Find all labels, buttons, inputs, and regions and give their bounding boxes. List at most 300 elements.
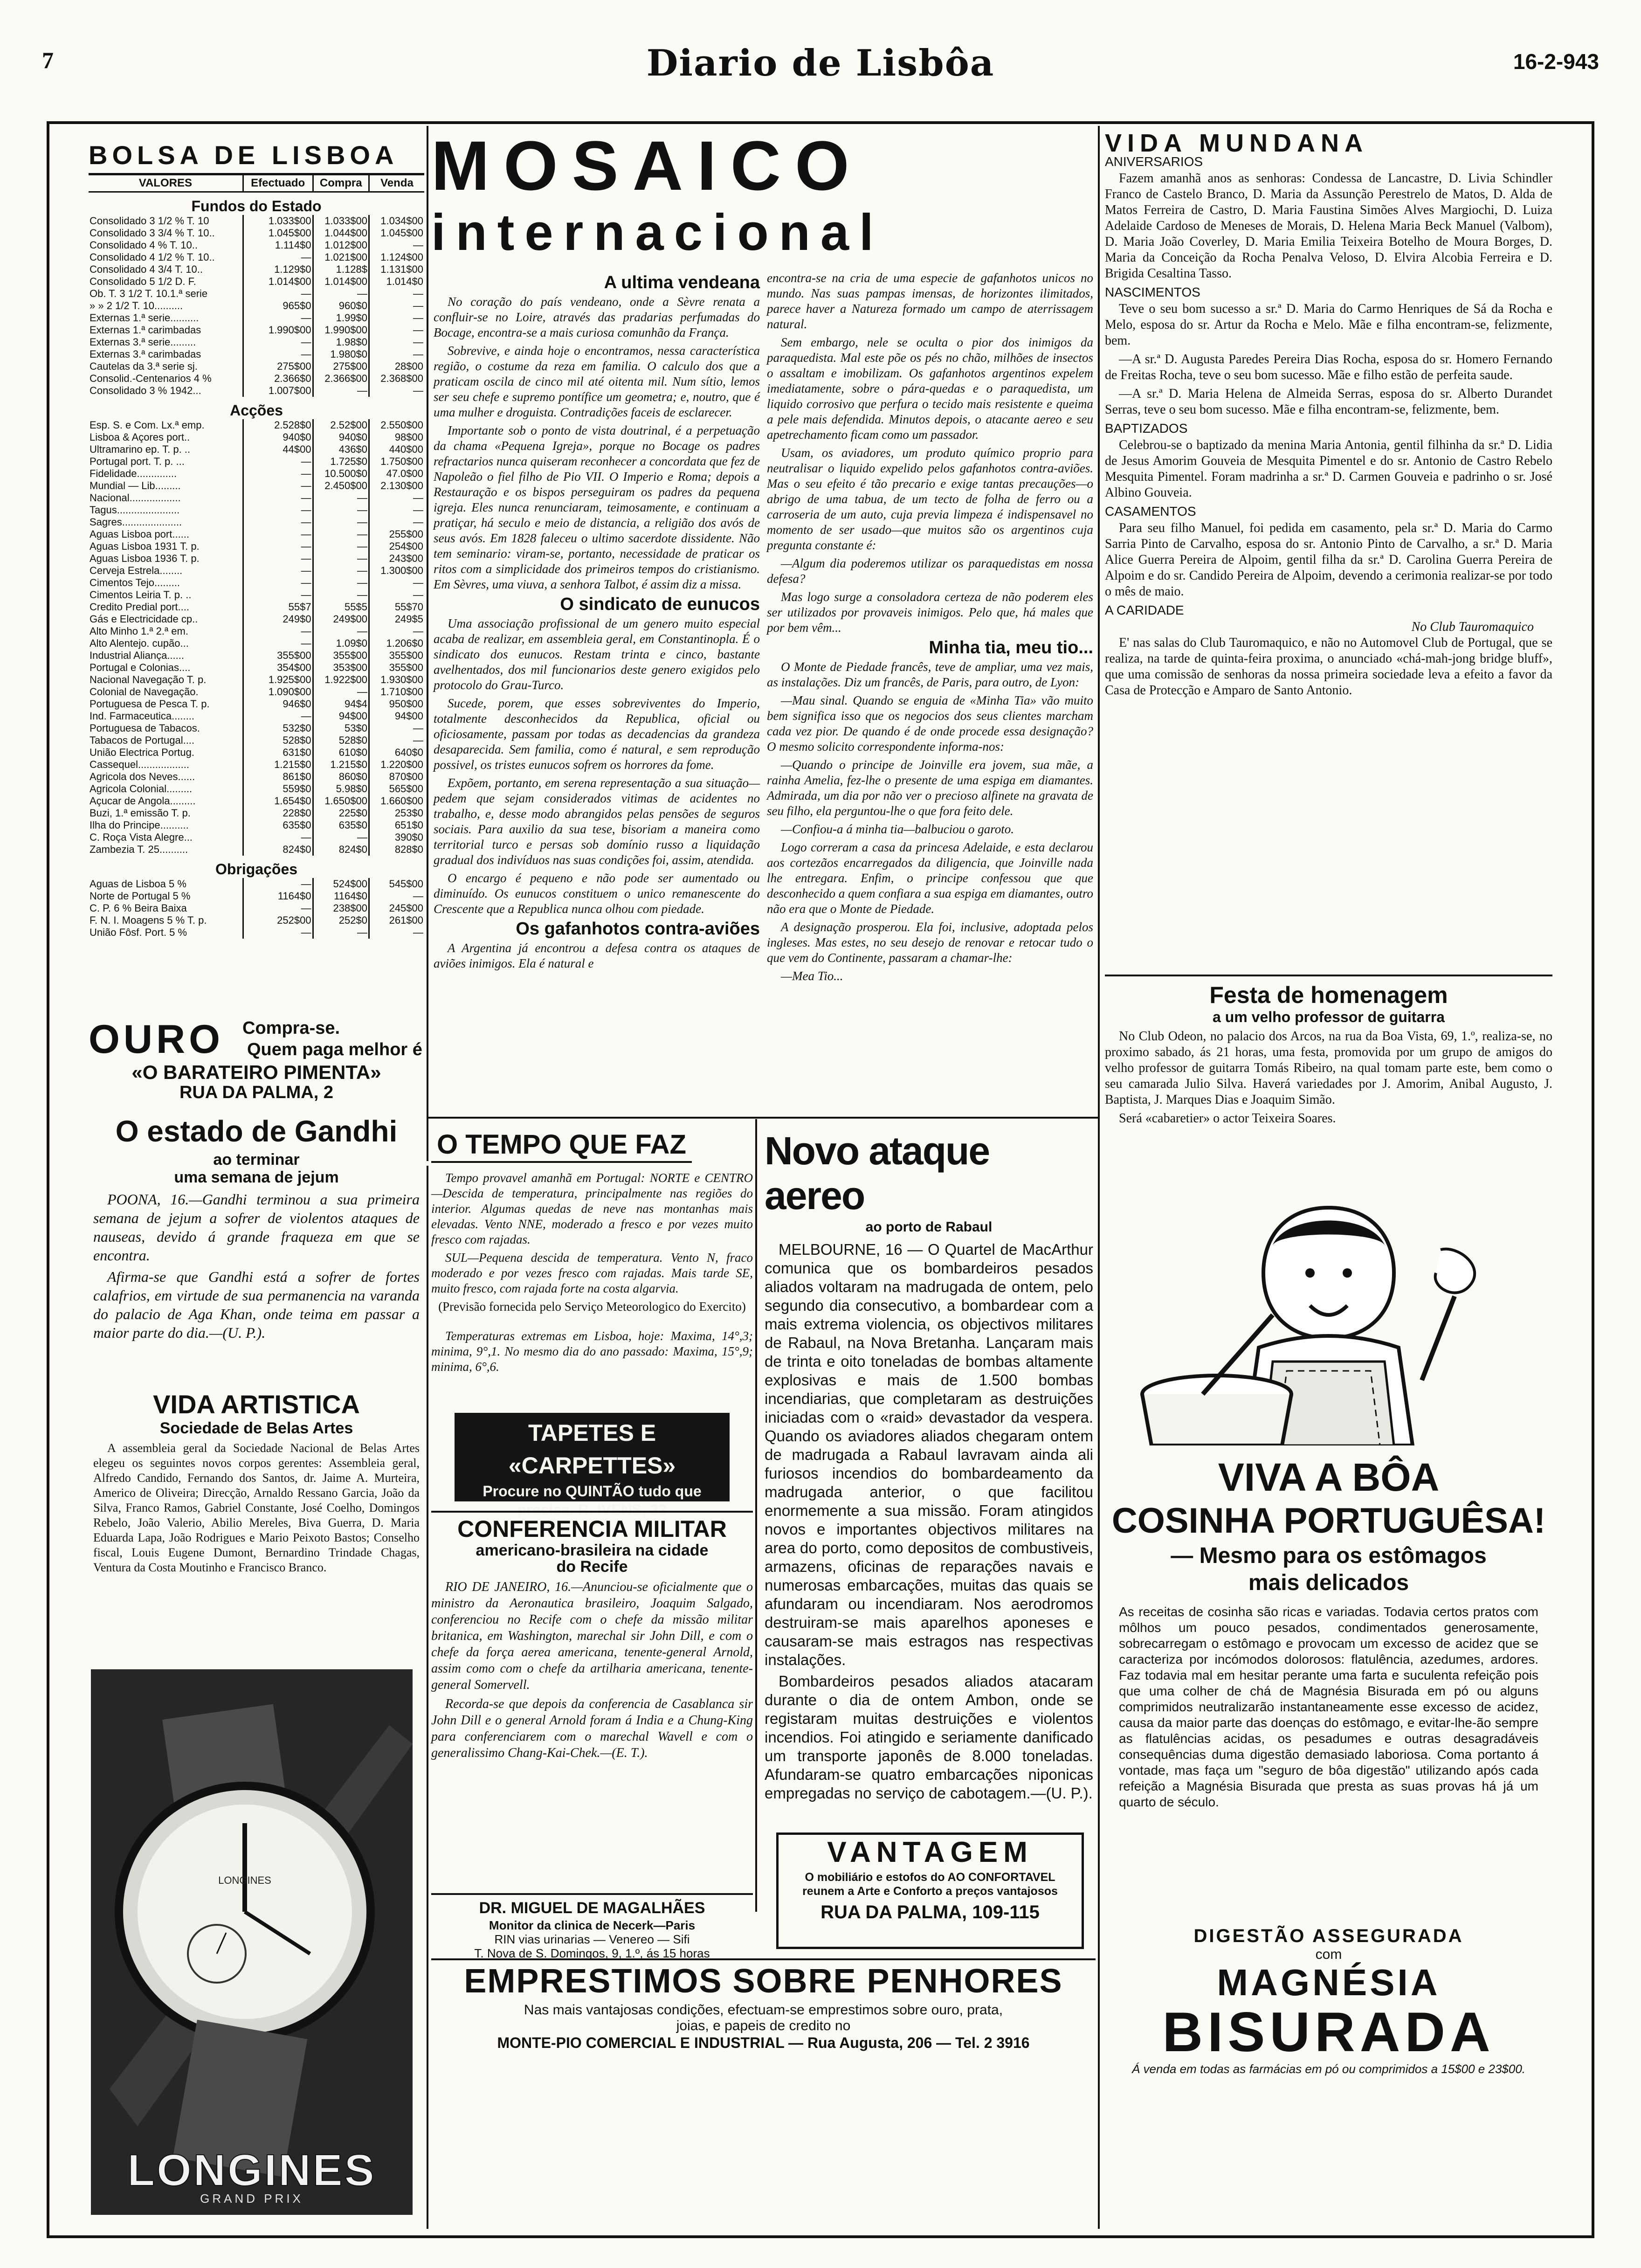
table-row xyxy=(89,771,424,783)
ouro-line4: RUA DA PALMA, 2 xyxy=(179,1083,334,1102)
bolsa-price-cell: — xyxy=(243,288,313,300)
bolsa-security-name: Consolidado 5 1/2 D. F. xyxy=(90,276,196,287)
bolsa-col-efectuado: Efectuado xyxy=(243,175,313,192)
table-row xyxy=(89,431,424,443)
conferencia-subtitle2: do Recife xyxy=(556,1558,628,1576)
bolsa-security-name: Cimentos Tejo......... xyxy=(90,577,180,588)
table-row xyxy=(89,589,424,601)
table-row xyxy=(89,914,424,927)
bolsa-price-cell: 353$00 xyxy=(313,662,369,674)
bolsa-security-name: Ob. T. 3 1/2 T. 10.1.ª serie xyxy=(90,288,208,299)
conferencia-title: CONFERENCIA MILITAR xyxy=(431,1511,753,1542)
bisurada-brand2: BISURADA xyxy=(1162,2001,1495,2063)
bolsa-security-name: Aguas Lisboa port...... xyxy=(90,528,190,540)
bolsa-price-cell: — xyxy=(313,927,369,939)
bolsa-price-cell: 55$70 xyxy=(369,601,424,613)
mosaico-paragraph: No coração do país vendeano, onde a Sèvre renata a confluir-se no Loire, através das pradarias perfumadas do Bocage, encontra-se a mais curiosa comunhão da França. xyxy=(434,295,760,339)
bolsa-security-name: Mundial — Lib......... xyxy=(90,480,181,491)
bolsa-price-cell: 355$00 xyxy=(369,650,424,662)
bisurada-ad xyxy=(1105,1194,1552,2233)
table-row xyxy=(89,324,424,336)
sindicato-eunucos-title: O sindicato de eunucos xyxy=(560,595,760,614)
table-row xyxy=(89,468,424,480)
bolsa-price-cell: 1.980$0 xyxy=(313,348,369,360)
longines-watch-ad xyxy=(91,1669,413,2215)
bolsa-security-name: C. P. 6 % Beira Baixa xyxy=(90,902,187,914)
bolsa-price-cell: — xyxy=(369,577,424,589)
mosaico-paragraph: Sucede, porem, que esses sobreviventes do Imperio, totalmente desconhecidos da Republica, oficial ou oficiosamente, passam por todas as decadencias da grandeza desaparecida. Sem familia, como é natural, e sem reprodução possivel, os tristes eunucos sofrem os horrores da fome. xyxy=(434,696,760,772)
penhores-title: EMPRESTIMOS SOBRE PENHORES xyxy=(464,1963,1063,2000)
table-row xyxy=(89,844,424,856)
tempo-title: O TEMPO QUE FAZ xyxy=(431,1128,692,1163)
bolsa-security-name: Agricola Colonial......... xyxy=(90,783,193,795)
nascimentos-heading: NASCIMENTOS xyxy=(1105,285,1200,299)
table-row xyxy=(89,443,424,456)
bolsa-price-cell: 2.528$0 xyxy=(243,419,313,431)
bolsa-table xyxy=(89,175,424,939)
tempo-source: (Previsão fornecida pelo Serviço Meteorologico do Exercito) xyxy=(438,1300,746,1314)
bolsa-security-name: F. N. I. Moagens 5 % T. p. xyxy=(90,914,207,926)
bolsa-price-cell: 255$00 xyxy=(369,528,424,540)
bolsa-price-cell: 1.990$00 xyxy=(243,324,313,336)
bolsa-price-cell: 55$7 xyxy=(243,601,313,613)
bolsa-price-cell: — xyxy=(313,577,369,589)
caridade-text: E' nas salas do Club Tauromaquico, e não no Automovel Club de Portugal, que se realiza, na tarde de quinta-feira proxima, o anunciado «chá-mah-jong bridge bluff», que uma comissão de senhoras da nossa primeira sociedade leva a efeito a favor da Casa de Protecção e Amparo de Santo Antonio. xyxy=(1105,636,1552,698)
medico-ad xyxy=(431,1893,753,1960)
bolsa-price-cell: — xyxy=(369,385,424,397)
table-row xyxy=(89,360,424,373)
table-row xyxy=(89,348,424,360)
medico-line2: RIN vias urinarias — Venereo — Sifi xyxy=(494,1932,690,1946)
bolsa-price-cell: 2.366$00 xyxy=(313,373,369,385)
penhores-line1: Nas mais vantajosas condições, efectuam-se emprestimos sobre ouro, prata, xyxy=(524,2002,1003,2018)
bolsa-security-name: Portuguesa de Tabacos. xyxy=(90,722,200,734)
table-row xyxy=(89,625,424,637)
bolsa-price-cell: 355$00 xyxy=(369,662,424,674)
bolsa-price-cell: 1164$0 xyxy=(313,890,369,902)
mosaico-paragraph: —Mea Tio... xyxy=(781,969,843,983)
column-divider xyxy=(427,126,428,1161)
table-row xyxy=(89,650,424,662)
mosaico-paragraph: —Algum dia poderemos utilizar os paraquedistas em nossa defesa? xyxy=(767,556,1093,586)
gandhi-subtitle2: uma semana de jejum xyxy=(174,1169,339,1186)
column-divider xyxy=(755,1119,757,1912)
ouro-line3: «O BARATEIRO PIMENTA» xyxy=(131,1061,381,1083)
bolsa-price-cell: 1.014$0 xyxy=(369,276,424,288)
bolsa-price-cell: 94$00 xyxy=(369,710,424,722)
bolsa-group-heading xyxy=(89,397,424,419)
table-row xyxy=(89,288,424,300)
bolsa-security-name: Açucar de Angola......... xyxy=(90,795,196,807)
bolsa-price-cell: — xyxy=(243,312,313,324)
vida-mundana-title: VIDA MUNDANA xyxy=(1105,129,1368,157)
bolsa-price-cell: 1.710$00 xyxy=(369,686,424,698)
table-row xyxy=(89,819,424,831)
bisurada-slogan: DIGESTÃO ASSEGURADA xyxy=(1193,1926,1464,1946)
bisurada-headline1: VIVA A BÔA xyxy=(1218,1455,1440,1499)
bolsa-price-cell: — xyxy=(243,637,313,650)
table-row xyxy=(89,312,424,324)
table-row xyxy=(89,783,424,795)
caridade-subheading: No Club Tauromaquico xyxy=(1411,620,1534,634)
bolsa-security-name: Externas 3.ª carimbadas xyxy=(90,348,201,360)
bolsa-price-cell: 436$0 xyxy=(313,443,369,456)
bolsa-security-name: Portugal port. T. p. ... xyxy=(90,456,185,467)
bolsa-price-cell: — xyxy=(313,831,369,844)
festa-paragraph: Será «cabaretier» o actor Teixeira Soares. xyxy=(1119,1111,1336,1126)
mosaico-paragraph: O encargo é pequeno e não pode ser aumentado ou diminuído. Os eunucos constituem o unico remanescente do Crescente que a Republica nunca olhou com piedade. xyxy=(434,871,760,916)
section-divider xyxy=(427,1117,1099,1119)
bolsa-price-cell: 940$0 xyxy=(243,431,313,443)
bolsa-price-cell: — xyxy=(369,324,424,336)
bolsa-price-cell: — xyxy=(313,492,369,504)
table-row xyxy=(89,528,424,540)
bolsa-security-name: Nacional.................. xyxy=(90,492,181,504)
bolsa-price-cell: 559$0 xyxy=(243,783,313,795)
bolsa-price-cell: 532$0 xyxy=(243,722,313,734)
ouro-ad xyxy=(89,1016,424,1100)
table-row xyxy=(89,807,424,819)
bolsa-price-cell: 1.750$00 xyxy=(369,456,424,468)
baptizados-heading: BAPTIZADOS xyxy=(1105,421,1188,436)
bolsa-security-name: Consolidado 3 % 1942... xyxy=(90,385,201,396)
bolsa-security-name: Tabacos de Portugal.... xyxy=(90,734,195,746)
table-row xyxy=(89,613,424,625)
table-row xyxy=(89,662,424,674)
bolsa-table-body xyxy=(89,192,424,939)
longines-caption: GRAND PRIX xyxy=(200,2192,303,2206)
bolsa-price-cell: 1.215$0 xyxy=(243,759,313,771)
bolsa-price-cell: — xyxy=(243,878,313,890)
mosaico-paragraph: Mas logo surge a consoladora certeza de não poderem eles ser utilizados por provaveis inimigos. Pelo que, há males que por bem vêm... xyxy=(767,590,1093,635)
mosaico-paragraph: Expõem, portanto, em serena representação a sua situação—pedem que sejam considerados vitimas de acidentes no trabalho, e, desse modo abrangidos pelas pensões de seguros sociais. Para auxilio da sua tese, bisoriam a maneira como territorial turco e persas sob domínio russo a liquidação gradual dos indivíduos nas suas condições foi, assim, atendida. xyxy=(434,776,760,867)
bolsa-price-cell: — xyxy=(243,577,313,589)
bolsa-security-name: Consolidado 4 % T. 10.. xyxy=(90,239,198,251)
longines-brand: LONGINES xyxy=(127,2145,376,2195)
bolsa-title: BOLSA DE LISBOA xyxy=(89,140,424,175)
ouro-word: OURO xyxy=(89,1017,224,1062)
bolsa-price-cell: — xyxy=(243,468,313,480)
table-row xyxy=(89,878,424,890)
watch-dial-brand: LONGINES xyxy=(218,1874,271,1886)
table-row xyxy=(89,759,424,771)
bolsa-col-compra: Compra xyxy=(313,175,369,192)
bolsa-price-cell: — xyxy=(243,625,313,637)
bolsa-price-cell: 245$00 xyxy=(369,902,424,914)
column-divider xyxy=(427,1166,428,2229)
table-row xyxy=(89,419,424,431)
bolsa-price-cell: 1.014$00 xyxy=(243,276,313,288)
vantagem-title: VANTAGEM xyxy=(827,1836,1033,1868)
bolsa-price-cell: 1.990$00 xyxy=(313,324,369,336)
bolsa-price-cell: 631$0 xyxy=(243,747,313,759)
bolsa-price-cell: 1.045$00 xyxy=(369,227,424,239)
bolsa-price-cell: — xyxy=(243,251,313,263)
table-row xyxy=(89,504,424,516)
column-divider xyxy=(1098,126,1100,2229)
nascimentos-text: Teve o seu bom sucesso a sr.ª D. Maria do Carmo Henriques de Sá da Rocha e Melo, esposa do sr. Artur da Rocha e Melo. Mãe e filha encontram-se, felizmente, bem. xyxy=(1105,302,1552,348)
festa-subtitle: a um velho professor de guitarra xyxy=(1213,1009,1445,1025)
bolsa-security-name: Sagres..................... xyxy=(90,516,182,528)
bolsa-price-cell: 528$0 xyxy=(313,734,369,747)
table-row xyxy=(89,227,424,239)
bolsa-price-cell: 1.98$0 xyxy=(313,336,369,348)
bolsa-price-cell: 440$00 xyxy=(369,443,424,456)
bolsa-price-cell: 1.925$00 xyxy=(243,674,313,686)
bolsa-price-cell: 828$0 xyxy=(369,844,424,856)
bolsa-price-cell: 528$0 xyxy=(243,734,313,747)
bolsa-price-cell: — xyxy=(313,385,369,397)
bolsa-price-cell: 565$00 xyxy=(369,783,424,795)
bolsa-section xyxy=(89,140,424,939)
bolsa-price-cell: — xyxy=(243,456,313,468)
bisurada-brand-block xyxy=(1105,1926,1552,2076)
bolsa-price-cell: — xyxy=(369,890,424,902)
vida-artistica-body: A assembleia geral da Sociedade Nacional de Belas Artes elegeu os seguintes novos corpos gerentes: Assembleia geral, Alfredo Candido, Fernando dos Santos, dr. Jaime A. Murteira, Americo de Oliveira; Direcção, Arnaldo Ressano Garcia, João da Silva, Franco Ramos, Gabriel Constante, José Coelho, Domingos Rebelo, João Valerio, Abilio Mereles, Biva Guerra, D. Maria Eduarda Lapa, João Rodrigues e Mario Peixoto Bastos; Conselho fiscal, Louis Eugene Dumont, Bernardino Trindade Chagas, Ventura da Costa Moutinho e Francisco Branco. xyxy=(93,1441,420,1574)
mosaico-paragraph: A Argentina já encontrou a defesa contra os ataques de aviões inimigos. Ela é natural e xyxy=(434,941,760,970)
bolsa-price-cell: 640$0 xyxy=(369,747,424,759)
bolsa-security-name: Tagus...................... xyxy=(90,504,180,516)
bolsa-security-name: Buzi, 1.ª emissão T. p. xyxy=(90,807,191,819)
bolsa-price-cell: 1.033$00 xyxy=(313,215,369,227)
bolsa-price-cell: — xyxy=(369,734,424,747)
bolsa-price-cell: 228$0 xyxy=(243,807,313,819)
bolsa-price-cell: 1.045$00 xyxy=(243,227,313,239)
bolsa-price-cell: 524$00 xyxy=(313,878,369,890)
bolsa-price-cell: 243$00 xyxy=(369,553,424,565)
baptizados-text: Celebrou-se o baptizado da menina Maria Antonia, gentil filhinha da sr.ª D. Lidia de Jesus Amorim Gouveia de Mesquita Pimentel e do sr. Antonio de Castro Rebelo Mesquita Pimentel. Foram madrinha a sr.ª D. Carmen Gouveia e padrinho o sr. José Albino Gouveia. xyxy=(1105,438,1552,500)
bolsa-security-name: Colonial de Navegação. xyxy=(90,686,199,698)
mosaico-paragraph: A designação prosperou. Ela foi, inclusive, adoptada pelos ingleses. Mas estes, no seu desejo de renovar e retocar tudo o que vem do Continente, passaram a chamar-lhe: xyxy=(767,920,1093,965)
nascimentos-text: —A sr.ª D. Augusta Paredes Pereira Dias Rocha, esposa do sr. Homero Fernando de Freitas Rocha, teve o seu bom sucesso. Mãe e filho estão de perfeita saude. xyxy=(1105,352,1552,382)
bisurada-tagline1: — Mesmo para os estômagos xyxy=(1171,1543,1487,1568)
ultima-vendeana-title: A ultima vendeana xyxy=(604,273,760,292)
bisurada-body: As receitas de cosinha são ricas e variadas. Todavia certos pratos com môlhos um pouco pesados, condimentados generosamente, sobrecarregam o estômago e provocam um excesso de acidez que se caracteriza por incómodos dolorosos: flatulência, azedumes, ardores. Faz todavia mal em hesitar perante uma farta e suculenta refeição pois que uma colher de chá de Magnésia Bisurada em pó ou alguns comprimidos neutralizarão instantaneamente esse excesso de acidez, causa da maior parte das doenças do estômago, e evitar-lhe-ão sempre as flatulências acidas, os pesadumes e outras desagradáveis consequências duma digestão demasiado laboriosa. Coma portanto á vontade, mas faça um "seguro de bôa digestão" utilizando após cada refeição a Magnésia Bisurada que presta as suas provas há já um quarto de século. xyxy=(1119,1604,1538,1809)
tapetes-ad xyxy=(455,1413,730,1518)
bolsa-price-cell: — xyxy=(243,565,313,577)
bolsa-price-cell: 940$0 xyxy=(313,431,369,443)
bolsa-security-name: Portuguesa de Pesca T. p. xyxy=(90,698,210,710)
bolsa-security-name: Consolid.-Centenarios 4 % xyxy=(90,373,212,384)
bolsa-security-name: Alto Minho 1.ª 2.ª em. xyxy=(90,625,188,637)
bolsa-price-cell: 1.930$00 xyxy=(369,674,424,686)
bolsa-security-name: Consolidado 4 3/4 T. 10.. xyxy=(90,263,203,275)
vida-artistica-subtitle: Sociedade de Belas Artes xyxy=(159,1419,353,1437)
bolsa-price-cell: 610$0 xyxy=(313,747,369,759)
table-row xyxy=(89,722,424,734)
table-row xyxy=(89,601,424,613)
bolsa-price-cell: 1164$0 xyxy=(243,890,313,902)
mosaico-paragraph: —Quando o principe de Joinville era jovem, sua mãe, a rainha Amelia, fez-lhe o presente de uma espiga em diamantes. Admirada, um dia por não ver o precioso alfinete na gravata de seu filho, ela perguntou-lhe o que fora feito dele. xyxy=(767,758,1093,818)
bolsa-price-cell: 249$0 xyxy=(243,613,313,625)
bisurada-brand1: MAGNÉSIA xyxy=(1217,1962,1441,2003)
bolsa-security-name: Consolidado 3 1/2 % T. 10 xyxy=(90,215,209,227)
bolsa-price-cell: 1.300$00 xyxy=(369,565,424,577)
mosaico-paragraph: encontra-se na cria de uma especie de gafanhotos unicos no mundo. Nas suas pampas imensas, de horizontes ilimitados, parece haver a Natureza formado um campo de aterrissagem natural. xyxy=(767,271,1093,331)
bolsa-price-cell: — xyxy=(369,288,424,300)
bolsa-price-cell: — xyxy=(313,516,369,528)
table-row xyxy=(89,263,424,276)
bolsa-security-name: Aguas Lisboa 1931 T. p. xyxy=(90,540,200,552)
bolsa-price-cell: — xyxy=(243,336,313,348)
bolsa-price-cell: 1.99$0 xyxy=(313,312,369,324)
bolsa-security-name: Gás e Electricidade cp.. xyxy=(90,613,198,625)
table-row xyxy=(89,686,424,698)
bolsa-price-cell: — xyxy=(243,528,313,540)
table-row xyxy=(89,516,424,528)
bolsa-price-cell: 275$00 xyxy=(313,360,369,373)
bolsa-security-name: Externas 1.ª serie.......... xyxy=(90,312,199,324)
mosaico-paragraph: Sobrevive, e ainda hoje o encontramos, nessa característica região, o costume da reza em familia. O calculo dos que a praticam oscila de cinco mil até oitenta mil. Num sítio, lemos ser seu chefe e supremo pontífice um geometra; e, noutro, que é uma mulher e droguista. Contradições faceis de esclarecer. xyxy=(434,344,760,419)
bolsa-security-name: Cassequel.................. xyxy=(90,759,189,770)
bolsa-price-cell: 946$0 xyxy=(243,698,313,710)
bolsa-security-name: Portugal e Colonias.... xyxy=(90,662,191,673)
bolsa-price-cell: 1.014$00 xyxy=(313,276,369,288)
bolsa-price-cell: 252$00 xyxy=(243,914,313,927)
bolsa-price-cell: — xyxy=(243,540,313,553)
bolsa-price-cell: 225$0 xyxy=(313,807,369,819)
bolsa-price-cell: — xyxy=(369,504,424,516)
bolsa-price-cell: 651$0 xyxy=(369,819,424,831)
ataque-article xyxy=(765,1128,1093,1805)
bolsa-price-cell: 1.654$0 xyxy=(243,795,313,807)
table-row xyxy=(89,480,424,492)
bolsa-group-label: Fundos do Estado xyxy=(191,198,322,214)
mosaico-column-1 xyxy=(434,270,760,974)
bolsa-security-name: Norte de Portugal 5 % xyxy=(90,890,191,902)
gandhi-title: O estado de Gandhi xyxy=(115,1114,398,1148)
mosaico-paragraph: —Mau sinal. Quando se enguia de «Minha Tia» vão muito bem significa isso que os negocios dos seus clientes marcham cada vez pior. De quando é de onde procede essa designação? O mesmo solicito correspondente informa-nos: xyxy=(767,693,1093,754)
bolsa-price-cell: 960$0 xyxy=(313,300,369,312)
casamentos-text: Para seu filho Manuel, foi pedida em casamento, pela sr.ª D. Maria do Carmo Sarria Pinto de Carvalho, esposa do sr. Antonio Pinto de Carvalho, a sr.ª D. Maria Alice Guerra Pereira de Alpoim, gentil filha da sr.ª D. Carolina Guerra Pereira de Alpoim e do sr. Candido Pereira de Alpoim, devendo a cerimonia realizar-se por todo o mês de maio. xyxy=(1105,521,1552,599)
bolsa-price-cell: 965$0 xyxy=(243,300,313,312)
bolsa-price-cell: 1.215$0 xyxy=(313,759,369,771)
table-row xyxy=(89,492,424,504)
newspaper-masthead: Diario de Lisbôa xyxy=(646,42,995,84)
bolsa-price-cell: 1.128$ xyxy=(313,263,369,276)
table-row xyxy=(89,734,424,747)
bolsa-security-name: Cautelas da 3.ª serie sj. xyxy=(90,360,198,372)
bolsa-price-cell: 10.500$0 xyxy=(313,468,369,480)
bolsa-price-cell: — xyxy=(313,504,369,516)
vantagem-ad xyxy=(776,1832,1084,1949)
bolsa-price-cell: 253$0 xyxy=(369,807,424,819)
bolsa-price-cell: 252$0 xyxy=(313,914,369,927)
medico-name: DR. MIGUEL DE MAGALHÃES xyxy=(479,1899,705,1917)
table-row xyxy=(89,927,424,939)
bolsa-security-name: União Electrica Portug. xyxy=(90,747,194,758)
table-row xyxy=(89,276,424,288)
bolsa-price-cell: — xyxy=(313,553,369,565)
bolsa-price-cell: — xyxy=(369,492,424,504)
bolsa-price-cell: 1.114$0 xyxy=(243,239,313,251)
table-row xyxy=(89,902,424,914)
bolsa-price-cell: 355$00 xyxy=(313,650,369,662)
bolsa-price-cell: — xyxy=(243,589,313,601)
bolsa-price-cell: 1.012$00 xyxy=(313,239,369,251)
gafanhotos-title: Os gafanhotos contra-aviões xyxy=(516,919,760,939)
bolsa-price-cell: — xyxy=(243,927,313,939)
tapetes-line1: Procure no QUINTÃO tudo que xyxy=(483,1483,702,1500)
bisurada-headline2: COSINHA PORTUGUÊSA! xyxy=(1111,1501,1546,1541)
vida-mundana-section xyxy=(1105,129,1552,701)
bolsa-price-cell: 824$0 xyxy=(243,844,313,856)
bolsa-security-name: Consolidado 3 3/4 % T. 10.. xyxy=(90,227,215,239)
table-row xyxy=(89,890,424,902)
ataque-paragraph: Bombardeiros pesados aliados atacaram durante o dia de ontem Ambon, onde se registaram muitas destruições e violentos incendios. Foi atingido e seriamente danificado um transporte japonês de 8.000 toneladas. Afundaram-se quatro embarcações niponicas empregadas no serviço de cabotagem.—(U. P.). xyxy=(765,1673,1093,1802)
conferencia-paragraph: Recorda-se que depois da conferencia de Casablanca sir John Dill e o general Arnold foram á India e a Chung-King para conferenciarem com o marechal Wavell e com o generalissimo Chang-Kai-Chek.—(E. T.). xyxy=(431,1697,753,1760)
minha-tia-title: Minha tia, meu tio... xyxy=(929,638,1093,657)
mosaico-paragraph: Usam, os aviadores, um produto químico proprio para neutralisar o liquido expelido pelos gafanhotos contra-aviões. Mas o seu efeito é tão precario e exige tantas precauções—o abrigo de uma tabua, de um tecto de folha de ferro ou a carroseria de um auto, cuja previa limpeza é indispensavel no momento de ser usado—que muitos são os argentinos cuja pregunta constante é: xyxy=(767,446,1093,552)
bolsa-price-cell: 98$00 xyxy=(369,431,424,443)
bolsa-price-cell: 94$4 xyxy=(313,698,369,710)
mosaico-paragraph: —Confiou-a á minha tia—balbuciou o garoto. xyxy=(781,822,1014,836)
bolsa-security-name: Cimentos Leiria T. p. .. xyxy=(90,589,192,601)
table-row xyxy=(89,553,424,565)
bolsa-security-name: Fidelidade.............. xyxy=(90,468,177,479)
bolsa-price-cell: — xyxy=(313,686,369,698)
bolsa-price-cell: 635$0 xyxy=(313,819,369,831)
ataque-paragraph: MELBOURNE, 16 — O Quartel de MacArthur comunica que os bombardeiros pesados aliados voltaram na madrugada de ontem, pelo segundo dia consecutivo, a bombardear com a mais extrema violencia, os objectivos militares de Rabaul, na Nova Bretanha. Lançaram mais de trinta e oito toneladas de bombas altamente explosivas e mais de 1.500 bombas incendiarias, que completaram as destruições iniciadas com o «raid» devastador da vespera. Quando os aviadores aliados chegaram ontem de madrugada a Rabaul lavravam ainda ali furiosos incendios do bombardeamento da madrugada anterior, o que facilitou enormemente a sua missão. Foram atingidos novos e importantes objectivos militares na area do porto, como depositos de combustiveis, armazens, oficinas de reparações navais e numerosas embarcações, muitas das quais se afundaram ou incendiaram. Nos aerodromos destruiram-se mais aparelhos aponeses e causaram-se mais estragos nas respectivas instalações. xyxy=(765,1241,1093,1668)
bolsa-col-valores: VALORES xyxy=(89,175,243,192)
bolsa-price-cell: — xyxy=(243,480,313,492)
bolsa-price-cell: 861$0 xyxy=(243,771,313,783)
bolsa-price-cell: 47.0$00 xyxy=(369,468,424,480)
nascimentos-text: —A sr.ª D. Maria Helena de Almeida Serras, esposa do sr. Alberto Durandet Serras, teve o seu bom sucesso. Mãe e filha encontram-se, felizmente, bem. xyxy=(1105,387,1552,417)
ataque-title: Novo ataque aereo xyxy=(765,1129,990,1217)
caridade-heading: A CARIDADE xyxy=(1105,603,1184,617)
bolsa-security-name: Ultramarino ep. T. p. .. xyxy=(90,443,191,455)
bisurada-tagline2: mais delicados xyxy=(1248,1570,1409,1595)
bolsa-group-label: Obrigações xyxy=(215,861,298,878)
bolsa-price-cell: 635$0 xyxy=(243,819,313,831)
table-row xyxy=(89,565,424,577)
bolsa-price-cell: — xyxy=(243,516,313,528)
bolsa-group-heading xyxy=(89,856,424,878)
gandhi-article xyxy=(93,1114,420,1345)
bolsa-security-name: Ilha do Principe.......... xyxy=(90,819,189,831)
table-row xyxy=(89,239,424,251)
penhores-line3: MONTE-PIO COMERCIAL E INDUSTRIAL — Rua Augusta, 206 — Tel. 2 3916 xyxy=(497,2034,1030,2051)
bolsa-security-name: Zambezia T. 25.......... xyxy=(90,844,188,855)
bolsa-security-name: » » 2 1/2 T. 10.......... xyxy=(90,300,183,311)
aniversarios-text: Fazem amanhã anos as senhoras: Condessa de Lancastre, D. Livia Schindler Franco de Castelo Branco, D. Maria da Assunção Perestrelo de Matos, D. Alda de Matos Ferreira de Castro, D. Maria Faustina Simões Alves Margiochi, D. Luiza Adelaide Cardoso de Meneses de Morais, D. Helena Maria Beck Manuel (Valbom), D. Maria João Coverley, D. Maria Emilia Teixeira Botelho de Moura Borges, D. Maria da Conceição da Rocha Penalva Veloso, D. Elvira Alcobia Ferreira e D. Brigida Cesaltina Tasso. xyxy=(1105,171,1552,281)
bolsa-security-name: Nacional Navegação T. p. xyxy=(90,674,207,685)
bolsa-price-cell: 950$00 xyxy=(369,698,424,710)
tempo-paragraph: Tempo provavel amanhã em Portugal: NORTE e CENTRO—Descida de temperatura, principalmente nas regiões do interior. Algumas quedas de neve nas montanhas mais elevadas. Vento NNE, moderado a fresco e por vezes muito fresco com rajadas. xyxy=(431,1171,753,1246)
bolsa-price-cell: 390$0 xyxy=(369,831,424,844)
mosaico-paragraph: Uma associação profissional de um genero muito especial acaba de realizar, em assembleia geral, em Constantinopla. É o sindicato dos eunucos. Restam trinta e cinco, bastante avelhentados, dos mil funcionarios deste genero exigidos pelo protocolo do Grau-Turco. xyxy=(434,616,760,692)
bolsa-price-cell: — xyxy=(313,565,369,577)
festa-paragraph: No Club Odeon, no palacio dos Arcos, na rua da Boa Vista, 69, 1.º, realiza-se, no proximo sabado, ás 21 horas, uma festa, promovida por um grupo de amigos do velho professor de guitarra Tomás Ribeiro, na qual tomam parte este, bem como o seu camarada Julio Silva. Haverá variedades por J. Amorim, Anibal Augusto, J. Baptista, J. Marques Dias e Joaquim Simão. xyxy=(1105,1029,1552,1107)
table-row xyxy=(89,300,424,312)
bolsa-price-cell: 1.021$00 xyxy=(313,251,369,263)
bolsa-price-cell: 355$00 xyxy=(243,650,313,662)
ouro-line1: Compra-se. xyxy=(242,1018,340,1038)
bolsa-price-cell: 860$0 xyxy=(313,771,369,783)
bolsa-price-cell: — xyxy=(243,831,313,844)
bolsa-security-name: Esp. S. e Com. Lx.ª emp. xyxy=(90,419,205,431)
bolsa-price-cell: 1.044$00 xyxy=(313,227,369,239)
bolsa-security-name: União Fôsf. Port. 5 % xyxy=(90,927,187,938)
ataque-subtitle: ao porto de Rabaul xyxy=(865,1219,993,1235)
bolsa-price-cell: 354$00 xyxy=(243,662,313,674)
bolsa-price-cell: 1.725$0 xyxy=(313,456,369,468)
bolsa-price-cell: — xyxy=(243,492,313,504)
bolsa-price-cell: — xyxy=(369,348,424,360)
table-row xyxy=(89,215,424,227)
bolsa-price-cell: — xyxy=(369,625,424,637)
